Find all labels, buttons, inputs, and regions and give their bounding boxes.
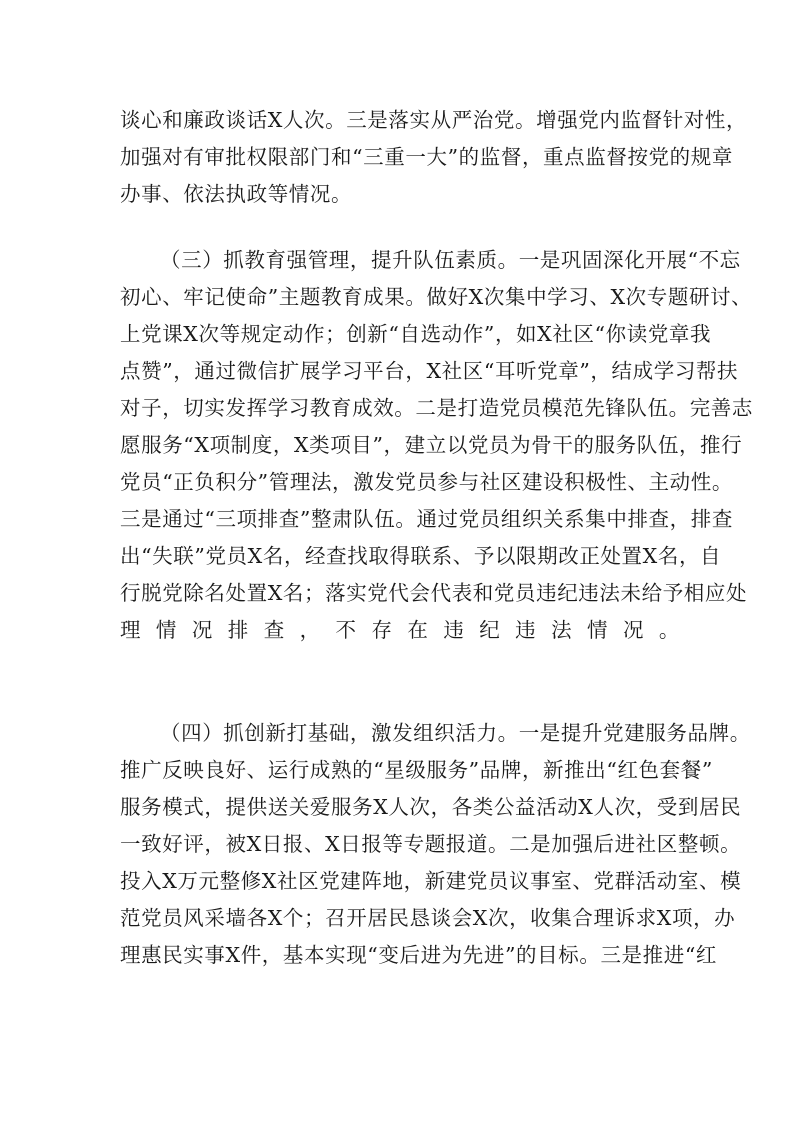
section-heading-line: （三）抓教育强管理，提升队伍素质。一是巩固深化开展“不忘 — [160, 248, 741, 272]
section-heading-line: （四）抓创新打基础，激发组织活力。一是提升党建服务品牌。 — [160, 721, 751, 745]
text-line: 投入X万元整修X社区党建阵地，新建党员议事室、党群活动室、模 — [120, 869, 742, 893]
text-line: 一致好评，被X日报、X日报等专题报道。二是加强后进社区整顿。 — [120, 832, 742, 856]
text-line: 加强对有审批权限部门和“三重一大”的监督，重点监督按党的规章 — [120, 145, 733, 169]
text-line: 上党课X次等规定动作；创新“自选动作”，如X社区“你读党章我 — [120, 322, 712, 346]
text-line: 三是通过“三项排查”整肃队伍。通过党员组织关系集中排查，排查 — [120, 507, 733, 531]
text-line: 谈心和廉政谈话X人次。三是落实从严治党。增强党内监督针对性， — [120, 108, 748, 132]
text-line — [120, 653, 680, 681]
text-line: 行脱党除名处置X名；落实党代会代表和党员违纪违法未给予相应处 — [120, 581, 748, 605]
text-line: 党员“正负积分”管理法，激发党员参与社区建设积极性、主动性。 — [120, 470, 733, 494]
text-line: 对子，切实发挥学习教育成效。二是打造党员模范先锋队伍。完善志 — [120, 396, 753, 420]
text-line: 理情况排查，不存在违纪违法情况。 — [120, 618, 680, 642]
text-line: 范党员风采墙各X个；召开居民恳谈会X次，收集合理诉求X项，办 — [120, 906, 736, 930]
text-line: 服务模式，提供送关爱服务X人次，各类公益活动X人次，受到居民 — [120, 795, 742, 819]
text-line: 点赞”，通过微信扩展学习平台，X社区“耳听党章”，结成学习帮扶 — [120, 359, 739, 383]
text-line: 出“失联”党员X名，经查找取得联系、予以限期改正处置X名，自 — [120, 544, 722, 568]
text-line — [120, 978, 680, 1006]
text-line: 办事、依法执政等情况。 — [120, 182, 353, 206]
text-line: 理惠民实事X件，基本实现“变后进为先进”的目标。三是推进“红 — [120, 943, 718, 967]
text-line: 初心、牢记使命”主题教育成果。做好X次集中学习、X次专题研讨、 — [120, 285, 753, 309]
text-line: 推广反映良好、运行成熟的“星级服务”品牌，新推出“红色套餐” — [120, 758, 713, 782]
text-line: 愿服务“X项制度，X类项目”，建立以党员为骨干的服务队伍，推行 — [120, 433, 743, 457]
